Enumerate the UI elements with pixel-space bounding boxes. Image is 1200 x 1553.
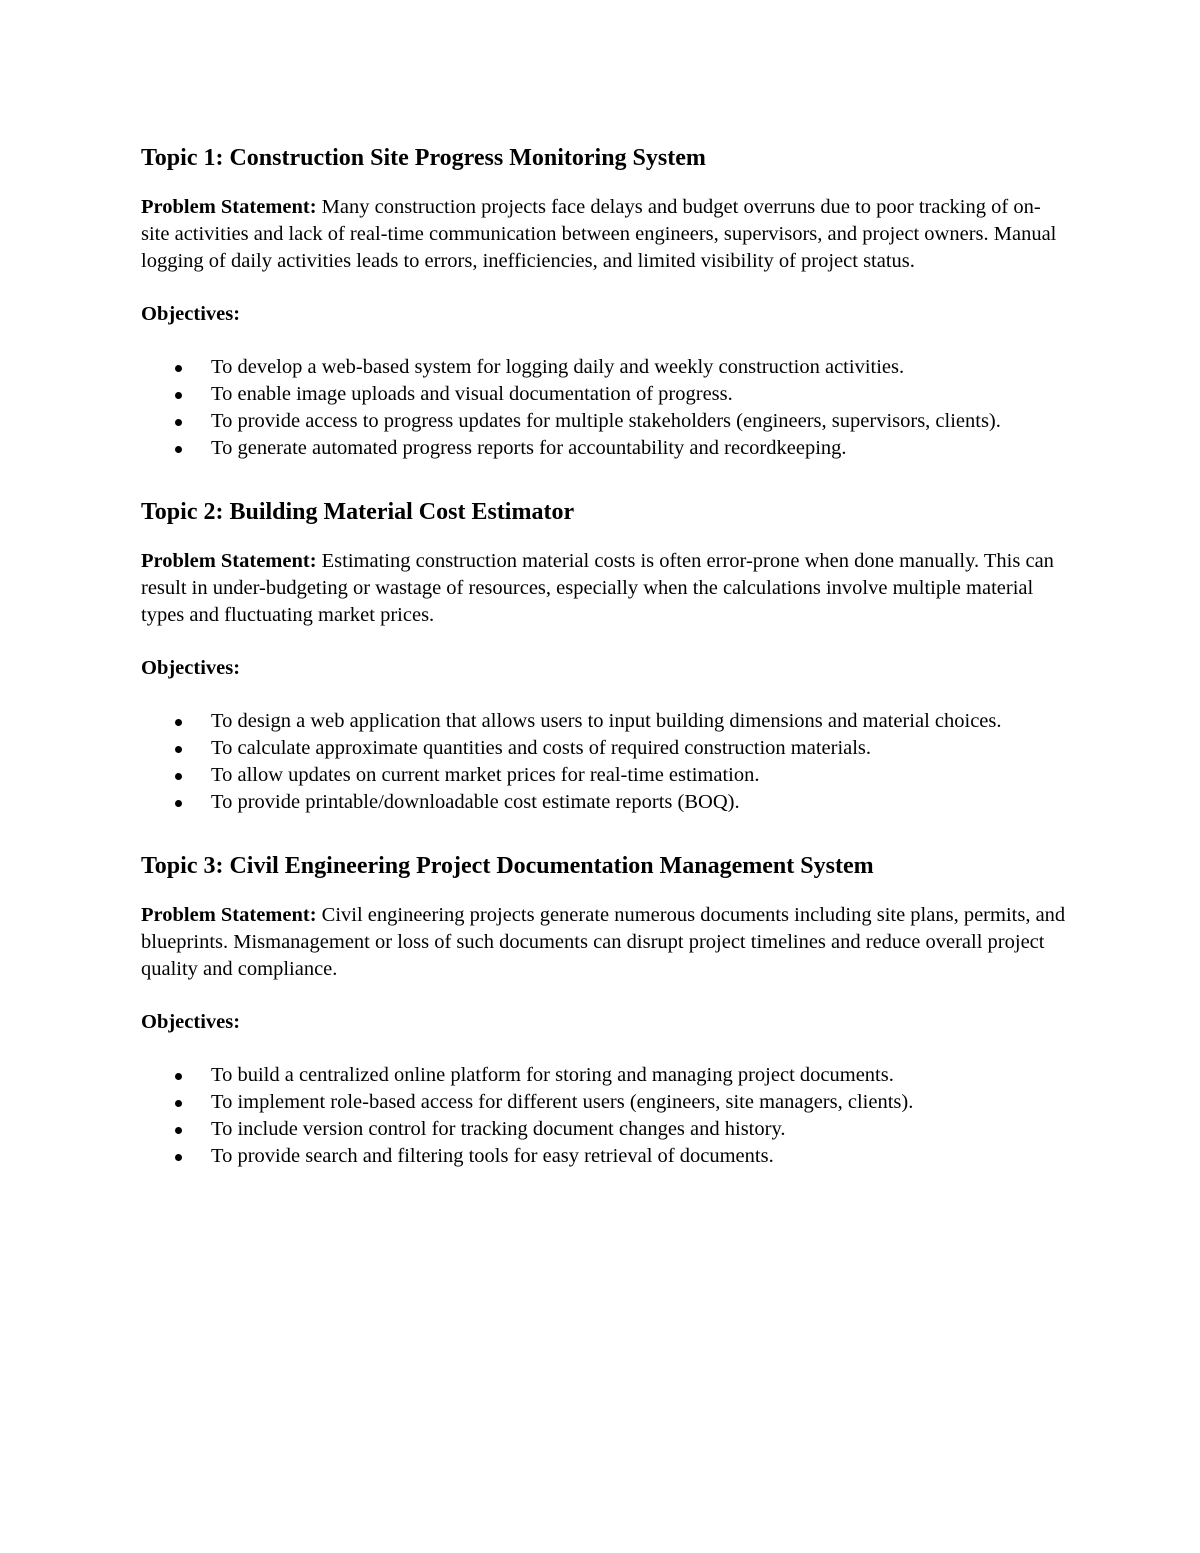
problem-statement-label: Problem Statement: bbox=[141, 550, 317, 572]
objective-text: To enable image uploads and visual documentation of progress. bbox=[211, 383, 733, 405]
objective-text: To include version control for tracking document changes and history. bbox=[211, 1118, 786, 1140]
bullet-icon bbox=[175, 1127, 182, 1134]
objective-item bbox=[141, 762, 1066, 789]
bullet-icon bbox=[175, 419, 182, 426]
objective-text: To build a centralized online platform for storing and managing project documents. bbox=[211, 1064, 894, 1086]
objective-text: To calculate approximate quantities and costs of required construction materials. bbox=[211, 737, 872, 759]
bullet-icon bbox=[175, 392, 182, 399]
topic-section bbox=[141, 138, 1066, 462]
objectives-list bbox=[141, 354, 1066, 462]
objective-text: To design a web application that allows users to input building dimensions and material choices. bbox=[211, 710, 1002, 732]
objective-text: To implement role-based access for different users (engineers, site managers, clients). bbox=[211, 1091, 914, 1113]
objective-item bbox=[141, 435, 1066, 462]
objective-text: To provide search and filtering tools for easy retrieval of documents. bbox=[211, 1145, 774, 1167]
problem-statement bbox=[141, 548, 1066, 629]
objective-item bbox=[141, 1116, 1066, 1143]
topic-title: Topic 3: Civil Engineering Project Documentation Management System bbox=[141, 853, 874, 879]
bullet-icon bbox=[175, 1073, 182, 1080]
objective-item bbox=[141, 735, 1066, 762]
objective-item bbox=[141, 1089, 1066, 1116]
problem-statement bbox=[141, 194, 1066, 275]
problem-statement bbox=[141, 902, 1066, 983]
problem-statement-text: Estimating construction material costs is often error-prone when done manually. This can result in under-budgeting or wastage of resources, especially when the calculations involve multiple material types and fluctuating market prices. bbox=[141, 550, 1054, 626]
objectives-heading: Objectives: bbox=[141, 657, 241, 679]
document-page bbox=[141, 138, 1066, 1170]
objectives-list bbox=[141, 1062, 1066, 1170]
topic-title: Topic 2: Building Material Cost Estimator bbox=[141, 499, 575, 525]
problem-statement-text: Civil engineering projects generate numerous documents including site plans, permits, and blueprints. Mismanagement or loss of such documents can disrupt project timelines and reduce overall project quality and compliance. bbox=[141, 904, 1066, 980]
objectives-list bbox=[141, 708, 1066, 816]
objective-item bbox=[141, 708, 1066, 735]
objective-item bbox=[141, 1143, 1066, 1170]
objective-item bbox=[141, 354, 1066, 381]
objective-item bbox=[141, 408, 1066, 435]
problem-statement-text: Many construction projects face delays and budget overruns due to poor tracking of on-site activities and lack of real-time communication between engineers, supervisors, and project owners. Manual logging of daily activities leads to errors, inefficiencies, and limited visibility of project status. bbox=[141, 196, 1057, 272]
objective-text: To develop a web-based system for logging daily and weekly construction activities. bbox=[211, 356, 905, 378]
bullet-icon bbox=[175, 365, 182, 372]
objective-item bbox=[141, 789, 1066, 816]
bullet-icon bbox=[175, 446, 182, 453]
objective-text: To provide access to progress updates for multiple stakeholders (engineers, supervisors, clients). bbox=[211, 410, 1001, 432]
topic-title: Topic 1: Construction Site Progress Monitoring System bbox=[141, 145, 706, 171]
bullet-icon bbox=[175, 1154, 182, 1161]
problem-statement-label: Problem Statement: bbox=[141, 904, 317, 926]
bullet-icon bbox=[175, 773, 182, 780]
objectives-heading: Objectives: bbox=[141, 303, 241, 325]
objective-text: To generate automated progress reports for accountability and recordkeeping. bbox=[211, 437, 847, 459]
topic-section bbox=[141, 492, 1066, 816]
problem-statement-label: Problem Statement: bbox=[141, 196, 317, 218]
topic-section bbox=[141, 846, 1066, 1170]
bullet-icon bbox=[175, 746, 182, 753]
bullet-icon bbox=[175, 800, 182, 807]
objective-text: To allow updates on current market prices for real-time estimation. bbox=[211, 764, 760, 786]
bullet-icon bbox=[175, 719, 182, 726]
bullet-icon bbox=[175, 1100, 182, 1107]
objectives-heading: Objectives: bbox=[141, 1011, 241, 1033]
objective-text: To provide printable/downloadable cost estimate reports (BOQ). bbox=[211, 791, 740, 813]
objective-item bbox=[141, 1062, 1066, 1089]
objective-item bbox=[141, 381, 1066, 408]
